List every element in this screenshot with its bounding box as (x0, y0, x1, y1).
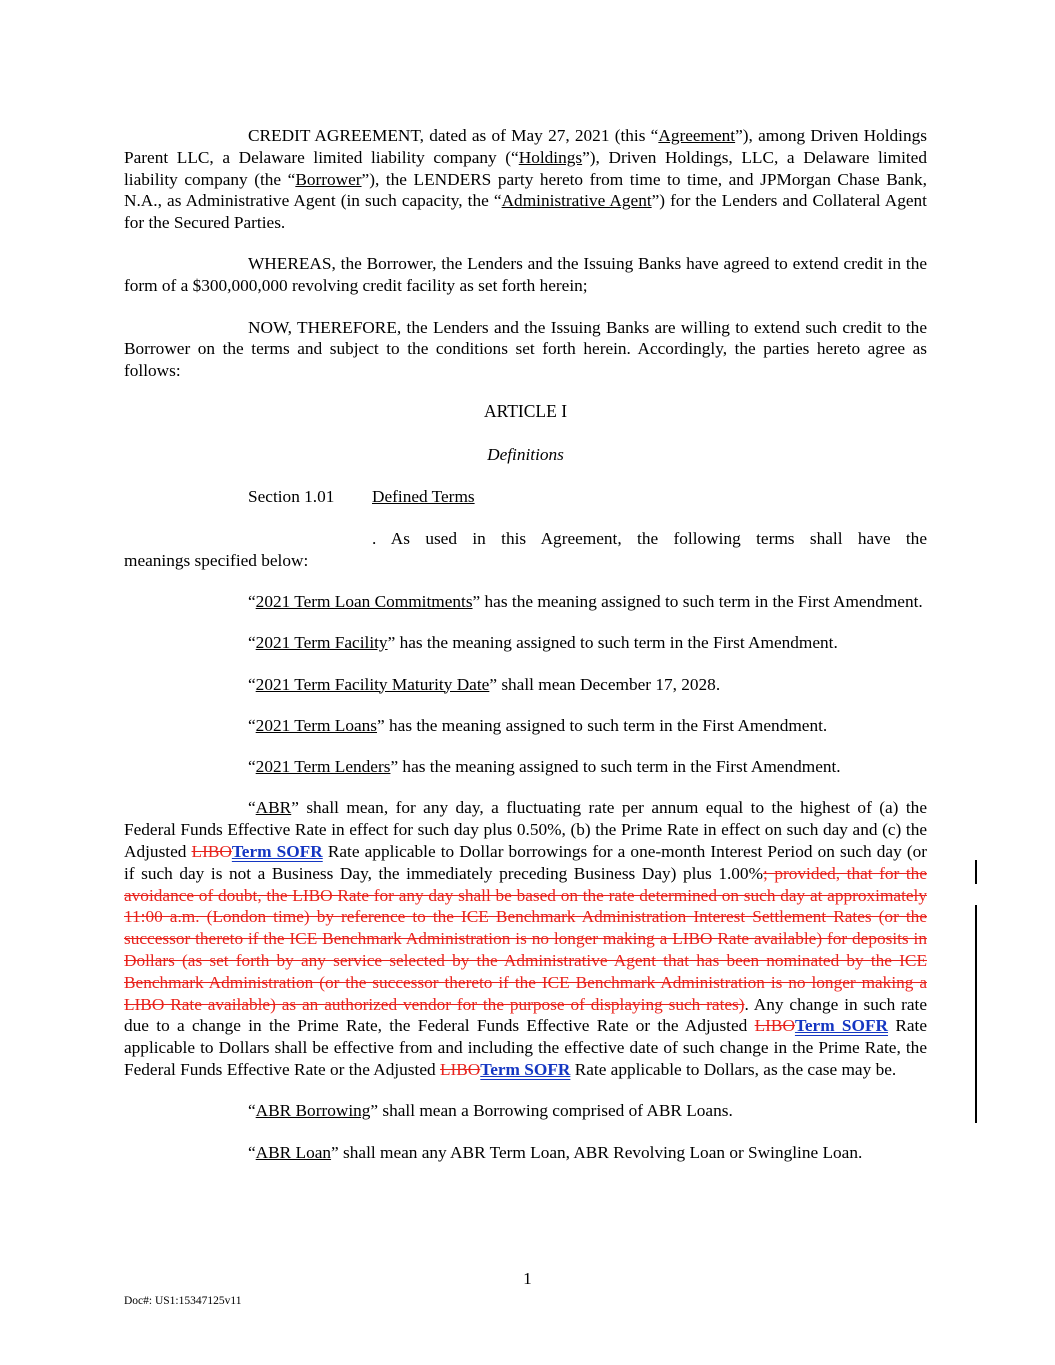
intro-text: ”), among Driven Holdings Parent LLC, a Delaware limited liability company (“ (124, 126, 927, 167)
document-id-footer: Doc#: US1:15347125v11 (124, 1295, 242, 1307)
intro-text: ”) for the Lenders and Collateral Agent for the Secured Parties. (124, 191, 927, 233)
defined-term-holdings: Holdings (518, 147, 583, 167)
intro-text: ”), Driven Holdings, LLC, a Delaware limited liability company (the “ (124, 147, 927, 189)
section-lead-rest: meanings specified below: (124, 550, 309, 570)
defined-term: 2021 Term Loan Commitments (255, 591, 473, 611)
defined-term: ABR (255, 798, 292, 818)
definition-abr: “ABR” shall mean, for any day, a fluctuating rate per annum equal to the highest of (a) the Federal Funds Effective Rate in effect for such day plus 0.50%, (b) the Prime Rate in effect on such day and (c) the Adjusted LIBOTerm SOFR Rate applicable to Dollar borrowings for a one-month Interest Period on such day (or if such day is not a Business Day, the immediately preceding Business Day) plus 1.00%; provided, that for the avoidance of doubt, the LIBO Rate for any day shall be based on the rate determined on such day at approximately 11:00 a.m. (London time) by reference to the ICE Benchmark Administration Interest Settlement Rates (or the successor thereto if the ICE Benchmark Administration is no longer making a LIBO Rate available) for deposits in Dollars (as set forth by any service selected by the Administrative Agent that has been nominated by the ICE Benchmark Administration (or the successor thereto if the ICE Benchmark Administration is no longer making a LIBO Rate available) as an authorized vendor for the purpose of displaying such rates). Any change in such rate due to a change in the Prime Rate, the Federal Funds Effective Rate or the Adjusted LIBOTerm SOFR Rate applicable to Dollars shall be effective from and including the effective date of such change in the Prime Rate, the Federal Funds Effective Rate or the Adjusted LIBOTerm SOFR Rate applicable to Dollars, as the case may be. (124, 798, 927, 1079)
section-title: Defined Terms (372, 487, 475, 507)
defined-term: 2021 Term Loans (255, 715, 378, 735)
section-number: Section 1.01 (248, 487, 335, 507)
definition-abr-borrowing: “ABR Borrowing” shall mean a Borrowing comprised of ABR Loans. (248, 1101, 733, 1121)
defined-term-borrower: Borrower (295, 169, 362, 189)
definition-2021-term-facility: “2021 Term Facility” has the meaning assigned to such term in the First Amendment. (248, 633, 838, 653)
defined-term: 2021 Term Lenders (255, 757, 391, 777)
article-subheading: Definitions (487, 445, 564, 465)
definition-2021-term-loans: “2021 Term Loans” has the meaning assigned to such term in the First Amendment. (248, 715, 828, 735)
defined-term: 2021 Term Facility Maturity Date (255, 674, 490, 694)
defined-term-administrative-agent: Administrative Agent (501, 191, 652, 211)
document-body (124, 125, 927, 1183)
section-heading (124, 486, 927, 508)
article-heading: ARTICLE I (483, 401, 568, 422)
deleted-text: ; provided, that for the avoidance of doubt, the LIBO Rate for any day shall be based on the rate determined on such day at approximately 11:00 a.m. (London time) by reference to the ICE Benchmark Administration Interest Settlement Rates (or the successor thereto if the ICE Benchmark Administration is no longer making a LIBO Rate available) for deposits in Dollars (as set forth by any service selected by the Administrative Agent that has been nominated by the ICE Benchmark Administration (or the successor thereto if the ICE Benchmark Administration is no longer making a LIBO Rate available) as an authorized vendor for the purpose of displaying such rates) (124, 863, 927, 1014)
whereas-paragraph: WHEREAS, the Borrower, the Lenders and the Issuing Banks have agreed to extend credit in the form of a $300,000,000 revolving credit facility as set forth herein; (124, 254, 927, 296)
deleted-text: LIBO (754, 1016, 795, 1036)
intro-text: CREDIT AGREEMENT, dated as of May 27, 2021 (this “ (248, 126, 659, 145)
intro-text: ”), the LENDERS party hereto from time to time, and JPMorgan Chase Bank, N.A., as Administrative Agent (in such capacity, the “ (124, 169, 928, 211)
definition-2021-term-lenders: “2021 Term Lenders” has the meaning assigned to such term in the First Amendment. (248, 757, 841, 777)
defined-term: ABR Loan (255, 1142, 332, 1162)
definition-2021-term-facility-maturity-date: “2021 Term Facility Maturity Date” shall mean December 17, 2028. (248, 674, 721, 694)
revision-change-bar (975, 905, 977, 1123)
inserted-text: Term SOFR (794, 1016, 889, 1036)
defined-term-agreement: Agreement (658, 126, 736, 145)
deleted-text: LIBO (191, 842, 232, 862)
definition-abr-loan: “ABR Loan” shall mean any ABR Term Loan, ABR Revolving Loan or Swingline Loan. (248, 1142, 863, 1162)
defined-term: 2021 Term Facility (255, 633, 388, 653)
defined-term: ABR Borrowing (255, 1101, 371, 1121)
inserted-text: Term SOFR (231, 842, 323, 862)
section-lead-line: . As used in this Agreement, the following terms shall have the (372, 528, 927, 548)
page-number: 1 (523, 1269, 532, 1288)
inserted-text: Term SOFR (480, 1060, 571, 1079)
revision-change-bar (975, 860, 977, 884)
definition-2021-term-loan-commitments: “2021 Term Loan Commitments” has the meaning assigned to such term in the First Amendment. (248, 591, 923, 611)
now-therefore-paragraph: NOW, THEREFORE, the Lenders and the Issuing Banks are willing to extend such credit to the Borrower on the terms and subject to the conditions set forth herein. Accordingly, the parties hereto agree as follows: (124, 317, 927, 381)
deleted-text: LIBO (439, 1060, 481, 1079)
intro-paragraph (124, 125, 927, 234)
